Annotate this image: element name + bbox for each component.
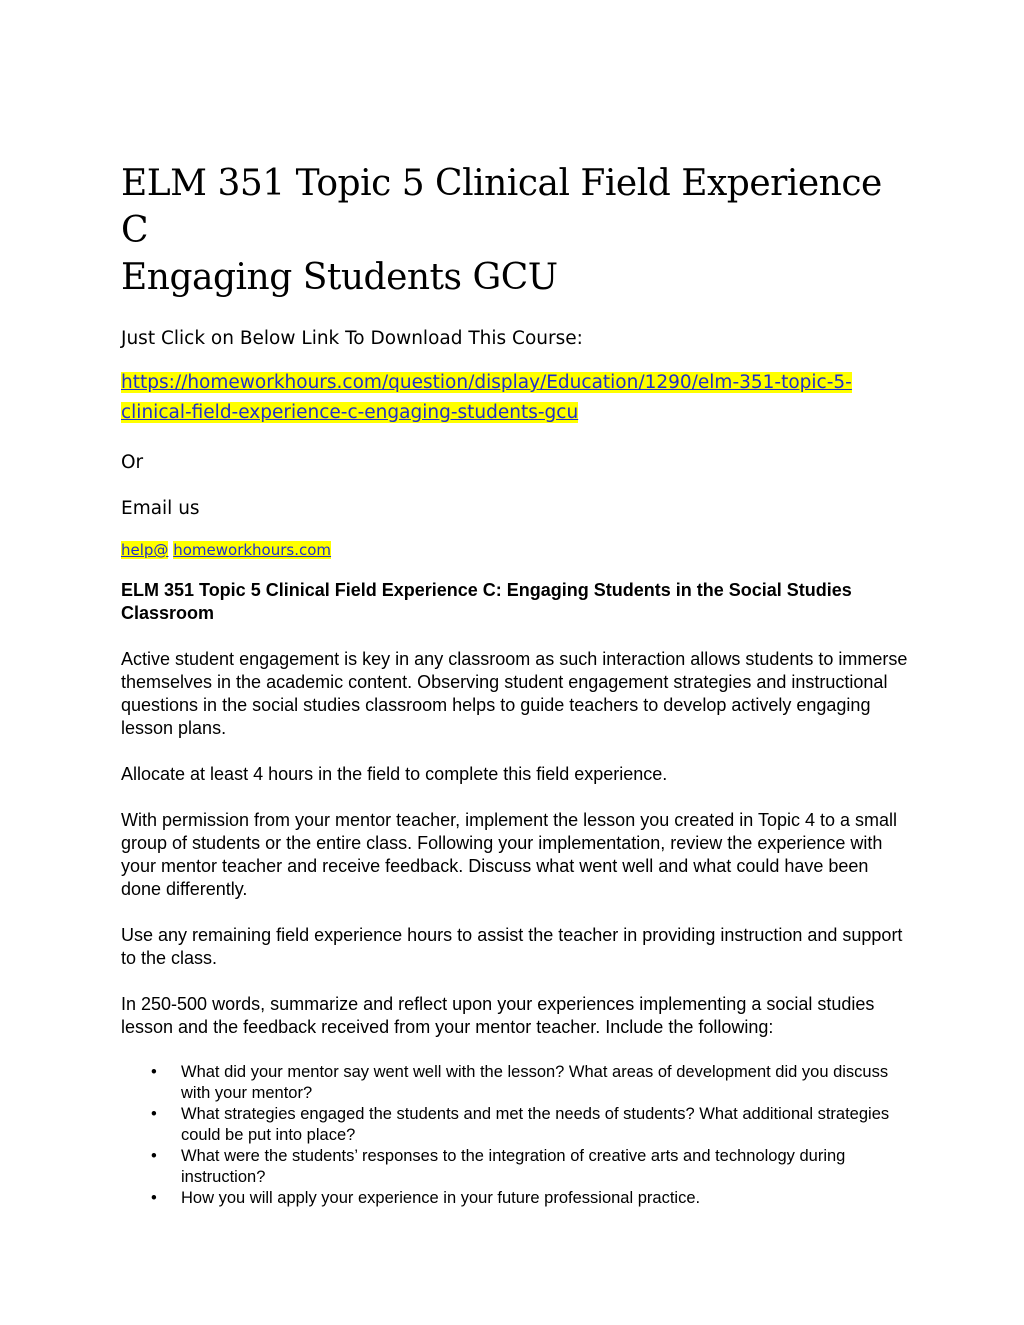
bullet-icon: • (151, 1063, 157, 1081)
document-title (121, 160, 911, 301)
requirements-list (121, 1062, 911, 1209)
list-item (121, 1188, 911, 1209)
list-item-text: What did your mentor say went well with the lesson? What areas of development did you discuss with your mentor? (181, 1063, 889, 1102)
paragraph-remaining-hours: Use any remaining field experience hours to assist the teacher in providing instruction and support to the class. (121, 925, 903, 968)
list-item (121, 1104, 911, 1146)
list-item (121, 1062, 911, 1104)
title-line-2: Engaging Students GCU (121, 257, 558, 298)
course-link-line-2[interactable]: clinical-field-experience-c-engaging-students-gcu (121, 402, 579, 423)
paragraph-hours: Allocate at least 4 hours in the field to complete this field experience. (121, 764, 668, 784)
bullet-icon: • (151, 1147, 157, 1165)
list-item-text: What were the students’ responses to the integration of creative arts and technology during instruction? (181, 1147, 846, 1186)
list-item (121, 1146, 911, 1188)
email-link[interactable] (121, 539, 911, 561)
title-line-1: ELM 351 Topic 5 Clinical Field Experience C (121, 163, 882, 251)
bullet-icon: • (151, 1189, 157, 1207)
document-page (121, 160, 911, 1209)
download-intro: Just Click on Below Link To Download This Course: (121, 328, 583, 349)
paragraph-reflection: In 250-500 words, summarize and reflect upon your experiences implementing a social studies lesson and the feedback received from your mentor teacher. Include the following: (121, 994, 875, 1037)
list-item-text: How you will apply your experience in your future professional practice. (181, 1189, 701, 1207)
course-link-line-1[interactable]: https://homeworkhours.com/question/display/Education/1290/elm-351-topic-5- (121, 372, 852, 393)
email-label: Email us (121, 498, 200, 519)
paragraph-implementation: With permission from your mentor teacher, implement the lesson you created in Topic 4 to a small group of students or the entire class. Following your implementation, review the experience with your mentor teacher and receive feedback. Discuss what went well and what could have been done differently. (121, 810, 898, 899)
paragraph-engagement: Active student engagement is key in any classroom as such interaction allows students to immerse themselves in the academic content. Observing student engagement strategies and instructional questions in the social studies classroom helps to guide teachers to develop actively engaging lesson plans. (121, 649, 908, 738)
email-link-part-1[interactable]: help@ (121, 541, 169, 559)
email-link-part-2[interactable]: homeworkhours.com (173, 541, 332, 559)
or-text: Or (121, 452, 144, 473)
course-link[interactable] (121, 368, 911, 428)
bullet-icon: • (151, 1105, 157, 1123)
assignment-heading: ELM 351 Topic 5 Clinical Field Experience C: Engaging Students in the Social Studies Classroom (121, 580, 852, 623)
list-item-text: What strategies engaged the students and met the needs of students? What additional strategies could be put into place? (181, 1105, 890, 1144)
